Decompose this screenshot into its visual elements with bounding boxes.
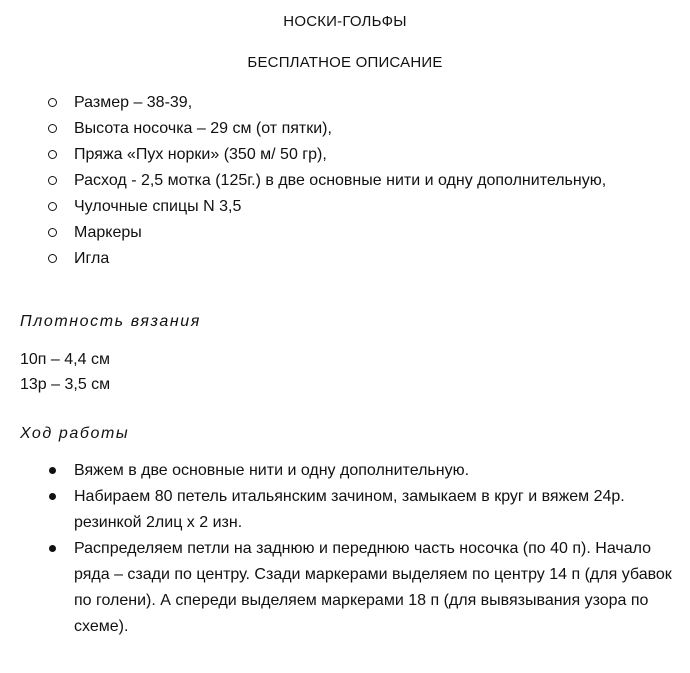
list-item-text: Чулочные спицы N 3,5 <box>74 198 242 215</box>
work-heading: Ход работы <box>20 425 130 442</box>
list-item-text: Расход - 2,5 мотка (125г.) в две основные нити и одну дополнительную, <box>74 172 607 189</box>
list-item <box>48 194 668 220</box>
materials-list <box>48 90 668 272</box>
list-item <box>48 484 678 536</box>
document-subtitle: БЕСПЛАТНОЕ ОПИСАНИЕ <box>247 54 443 71</box>
bullet-icon <box>49 545 56 552</box>
list-item-text: Размер – 38-39, <box>74 94 193 111</box>
list-item <box>48 536 678 640</box>
hollow-bullet-icon <box>48 254 57 263</box>
list-item <box>48 90 668 116</box>
density-heading: Плотность вязания <box>20 313 201 330</box>
work-steps-list <box>48 458 678 640</box>
hollow-bullet-icon <box>48 150 57 159</box>
list-item-text: Вяжем в две основные нити и одну дополнительную. <box>74 462 470 479</box>
list-item-text: Пряжа «Пух норки» (350 м/ 50 гр), <box>74 146 327 163</box>
list-item <box>48 458 678 484</box>
density-line-stitches: 10п – 4,4 см <box>20 351 110 368</box>
list-item-text: Маркеры <box>74 224 142 241</box>
hollow-bullet-icon <box>48 202 57 211</box>
list-item-text: Распределяем петли на заднюю и переднюю часть носочка (по 40 п). Начало ряда – сзади по центру. Сзади маркерами выделяем по центру 14 п (для убавок по голени). А спереди выделяем маркерами 18 п (для вывязывания узора по схеме). <box>74 540 672 635</box>
list-item-text: Набираем 80 петель итальянским зачином, замыкаем в круг и вяжем 24р. резинкой 2лиц х 2 изн. <box>74 488 625 531</box>
list-item-text: Игла <box>74 250 110 267</box>
hollow-bullet-icon <box>48 124 57 133</box>
hollow-bullet-icon <box>48 98 57 107</box>
list-item <box>48 116 668 142</box>
list-item <box>48 246 668 272</box>
bullet-icon <box>49 467 56 474</box>
density-line-rows: 13р – 3,5 см <box>20 376 111 393</box>
document-title: НОСКИ-ГОЛЬФЫ <box>283 13 407 30</box>
bullet-icon <box>49 493 56 500</box>
list-item-text: Высота носочка – 29 см (от пятки), <box>74 120 332 137</box>
list-item <box>48 220 668 246</box>
list-item <box>48 142 668 168</box>
hollow-bullet-icon <box>48 176 57 185</box>
list-item <box>48 168 668 194</box>
hollow-bullet-icon <box>48 228 57 237</box>
density-values <box>20 347 110 397</box>
